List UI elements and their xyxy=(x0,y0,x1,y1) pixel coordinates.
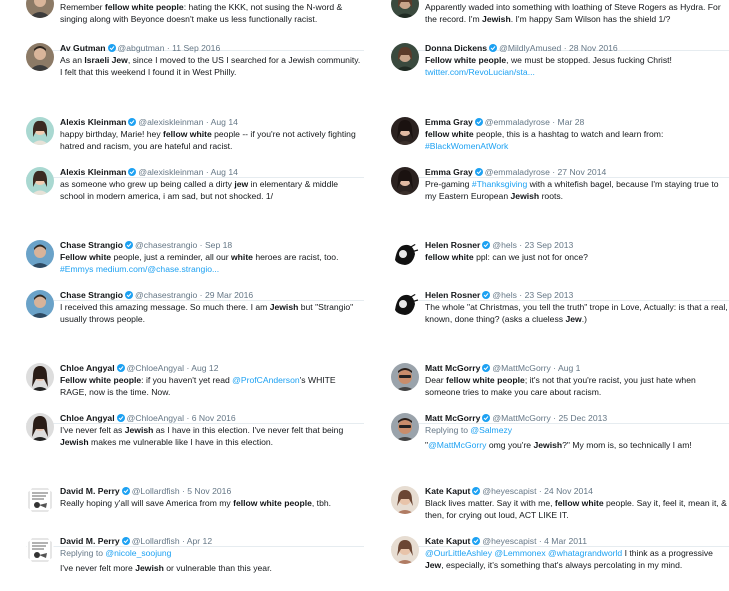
tweet-date[interactable]: 24 Nov 2014 xyxy=(544,486,593,496)
tweet-content xyxy=(60,363,364,398)
tweet-header xyxy=(60,363,364,374)
author-handle[interactable]: @MattMcGorry xyxy=(492,363,551,373)
text-segment: people. Say it, feel it, mean it, & then, for crying out loud, ACT LIKE IT. xyxy=(425,498,727,520)
text-segment: , we must be stopped. Jesus fucking Christ! xyxy=(506,55,672,65)
tweet-text xyxy=(425,179,729,202)
author-handle[interactable]: @alexiskleinman xyxy=(138,117,204,127)
tweet-text xyxy=(60,2,364,25)
author-handle[interactable]: @abgutman xyxy=(117,43,165,53)
tweet-header xyxy=(425,43,729,54)
text-segment: Pre-gaming xyxy=(425,179,472,189)
text-segment: ppl: can we just not for once? xyxy=(473,252,588,262)
replying-label: Replying to xyxy=(425,425,471,435)
verified-badge-icon xyxy=(122,537,130,545)
text-segment: Black lives matter. Say it with me, xyxy=(425,498,555,508)
highlight-term: Fellow white people xyxy=(425,55,507,65)
tweet-content xyxy=(60,43,364,78)
tweet-text xyxy=(425,440,729,452)
tweet-link[interactable]: #Thanksgiving xyxy=(471,179,528,189)
text-segment: people, this is a hashtag to watch and learn from: xyxy=(473,129,664,139)
tweet-content xyxy=(425,117,729,152)
author-name[interactable]: Kate Kaput xyxy=(425,486,471,496)
highlight-term: Jew xyxy=(565,313,582,324)
separator-dot: · xyxy=(552,117,556,127)
verified-badge-icon xyxy=(128,118,136,126)
tweet-date[interactable]: 4 Mar 2011 xyxy=(544,536,587,546)
author-handle[interactable]: @chasestrangio xyxy=(135,240,198,250)
tweet-content xyxy=(425,290,729,325)
tweet-text xyxy=(60,425,364,448)
text-segment: but "Strangio" usually throws people. xyxy=(60,302,354,324)
reply-target-link[interactable]: @nicole_soojung xyxy=(105,548,172,558)
avatar[interactable] xyxy=(26,413,54,441)
separator-dot: · xyxy=(553,413,557,423)
tweet-link[interactable]: #Emmys xyxy=(60,263,94,274)
tweet-date[interactable]: 23 Sep 2013 xyxy=(524,290,574,300)
highlight-term: fellow white people xyxy=(233,498,312,508)
tweet-link[interactable]: medium.com/@chase.strangio... xyxy=(95,263,220,274)
text-segment: ; it's not that you're racist, you just hate when someone tries to make you care about racism. xyxy=(425,375,696,397)
highlight-term: Jewish xyxy=(135,562,164,573)
author-name[interactable]: Chloe Angyal xyxy=(60,363,115,373)
tweet-text xyxy=(60,55,364,78)
tweet-content xyxy=(60,536,364,574)
text-segment: I think as a progressive xyxy=(622,548,713,558)
tweet-text xyxy=(60,252,364,275)
text-segment: Dear xyxy=(425,375,447,385)
verified-badge-icon xyxy=(117,364,125,372)
verified-badge-icon xyxy=(472,537,480,545)
author-name[interactable]: Emma Gray xyxy=(425,117,473,127)
text-segment: 's WHITE RAGE, now is the time. Now. xyxy=(60,375,336,397)
text-segment: I received this amazing message. So much there. I am xyxy=(60,302,270,312)
author-name[interactable]: Helen Rosner xyxy=(425,240,481,250)
avatar[interactable] xyxy=(391,486,419,514)
tweet-content xyxy=(60,167,364,202)
tweet-date[interactable]: Aug 1 xyxy=(557,363,581,373)
replying-to xyxy=(425,425,729,437)
author-name[interactable]: Alexis Kleinman xyxy=(60,117,127,127)
tweet[interactable] xyxy=(391,167,729,219)
author-handle[interactable]: @MattMcGorry xyxy=(492,413,551,423)
verified-badge-icon xyxy=(122,487,130,495)
author-name[interactable]: David M. Perry xyxy=(60,486,120,496)
text-segment: as someone who grew up being called a dirty xyxy=(60,179,235,189)
tweet-link[interactable]: twitter.com/RevoLucian/sta... xyxy=(425,66,535,77)
verified-badge-icon xyxy=(128,168,136,176)
verified-badge-icon xyxy=(472,487,480,495)
tweet-header xyxy=(60,167,364,178)
tweet-header xyxy=(425,536,729,547)
tweet-content xyxy=(60,486,364,510)
tweet-text xyxy=(425,548,729,571)
verified-badge-icon xyxy=(108,44,116,52)
tweet-content xyxy=(425,536,729,571)
reply-target-link[interactable]: @Salmezy xyxy=(470,425,513,435)
tweet-header xyxy=(425,413,729,424)
verified-badge-icon xyxy=(482,414,490,422)
tweet[interactable] xyxy=(391,536,729,588)
author-handle[interactable]: @chasestrangio xyxy=(135,290,198,300)
tweet[interactable] xyxy=(26,536,364,588)
tweet-date[interactable]: 5 Nov 2016 xyxy=(187,486,232,496)
author-handle[interactable]: @emmaladyrose xyxy=(484,117,550,127)
tweet-date[interactable]: Aug 14 xyxy=(210,117,238,127)
tweet[interactable] xyxy=(26,167,364,219)
tweet[interactable] xyxy=(391,43,729,95)
avatar[interactable] xyxy=(26,43,54,71)
tweet-content xyxy=(60,240,364,275)
tweet-date[interactable]: 23 Sep 2013 xyxy=(524,240,574,250)
highlight-term: white xyxy=(231,252,253,262)
tweet-header xyxy=(425,0,729,1)
avatar[interactable] xyxy=(391,117,419,145)
tweet-text xyxy=(425,252,729,264)
verified-badge-icon xyxy=(482,364,490,372)
avatar[interactable] xyxy=(26,290,54,318)
highlight-term: Jewish xyxy=(124,425,154,435)
tweet-content xyxy=(425,0,729,25)
text-segment: people, just a reminder, all our xyxy=(111,252,231,262)
text-segment: " xyxy=(425,439,429,450)
highlight-term: Israeli Jew xyxy=(84,55,128,65)
verified-badge-icon xyxy=(125,241,133,249)
text-segment: , especially, it's something that's always percolating in my mind. xyxy=(441,559,683,570)
text-segment: ?" My mom is, so technically I am! xyxy=(562,439,692,450)
avatar[interactable] xyxy=(26,486,54,514)
avatar[interactable] xyxy=(391,363,419,391)
separator-dot: · xyxy=(563,43,567,53)
tweet[interactable] xyxy=(391,290,729,342)
tweet-date[interactable]: Aug 12 xyxy=(191,363,219,373)
tweet-text xyxy=(60,129,364,152)
separator-dot: · xyxy=(182,486,185,496)
highlight-term: Jewish xyxy=(60,436,89,447)
author-handle[interactable]: @Lollardfish xyxy=(131,536,180,546)
tweet-link[interactable]: @ProfCAnderson xyxy=(232,375,300,385)
verified-badge-icon xyxy=(482,291,490,299)
author-handle[interactable]: @heyescapist xyxy=(482,486,537,496)
avatar[interactable] xyxy=(26,167,54,195)
text-segment: or vulnerable than this year. xyxy=(163,562,272,573)
avatar[interactable] xyxy=(391,290,419,318)
tweet-text xyxy=(60,375,364,398)
avatar[interactable] xyxy=(391,43,419,71)
tweet-text xyxy=(60,563,364,575)
separator-dot: · xyxy=(205,117,209,127)
tweet-content xyxy=(425,167,729,202)
text-segment: , tbh. xyxy=(311,498,332,508)
tweet-header xyxy=(60,0,364,1)
highlight-term: fellow white xyxy=(425,252,474,262)
tweet-date[interactable]: 29 Mar 2016 xyxy=(204,290,254,300)
tweet-date[interactable]: Sep 18 xyxy=(204,240,233,250)
tweet-text xyxy=(60,302,364,325)
replying-to xyxy=(60,548,364,560)
verified-badge-icon xyxy=(482,241,490,249)
author-name[interactable]: Matt McGorry xyxy=(425,363,481,373)
tweet-content xyxy=(425,486,729,521)
avatar[interactable] xyxy=(26,0,54,18)
tweet-date[interactable]: 28 Nov 2016 xyxy=(568,43,618,53)
author-handle[interactable]: @heyescapist xyxy=(482,536,537,546)
highlight-term: fellow white people xyxy=(104,2,184,12)
verified-badge-icon xyxy=(489,44,497,52)
highlight-term: Fellow white people xyxy=(60,375,142,385)
tweet-link[interactable]: @MattMcGorry xyxy=(428,439,487,450)
tweet[interactable] xyxy=(26,290,364,342)
avatar[interactable] xyxy=(391,536,419,564)
tweet-content xyxy=(60,0,364,25)
separator-dot: · xyxy=(552,167,556,177)
author-name[interactable]: Matt McGorry xyxy=(425,413,481,423)
separator-dot: · xyxy=(519,240,523,250)
author-name[interactable]: Emma Gray xyxy=(425,167,473,177)
author-name[interactable]: Chase Strangio xyxy=(60,240,124,250)
separator-dot: · xyxy=(519,290,523,300)
text-segment: .) xyxy=(581,313,587,324)
separator-dot: · xyxy=(205,167,209,177)
author-handle[interactable]: @MildlyAmused xyxy=(499,43,562,53)
author-handle[interactable]: @hels xyxy=(492,290,517,300)
tweet-header xyxy=(425,240,729,251)
text-segment: roots. xyxy=(539,190,564,201)
text-segment: I've never felt as xyxy=(60,425,125,435)
avatar[interactable] xyxy=(26,363,54,391)
text-segment: I've never felt more xyxy=(60,562,136,573)
author-name[interactable]: Donna Dickens xyxy=(425,43,488,53)
tweet-content xyxy=(425,413,729,451)
highlight-term: Jew xyxy=(425,559,442,570)
text-segment: in elementary & middle school in modern america, i am sad, but not shocked. 1/ xyxy=(60,179,339,201)
tweet-date[interactable]: 6 Nov 2016 xyxy=(191,413,236,423)
tweet-header xyxy=(425,363,729,374)
highlight-term: fellow white xyxy=(425,129,474,139)
tweet-text xyxy=(425,129,729,152)
tweet-date[interactable]: Mar 28 xyxy=(557,117,585,127)
tweet-date[interactable]: 25 Dec 2013 xyxy=(558,413,608,423)
text-segment: As an xyxy=(60,55,85,65)
author-handle[interactable]: @ChloeAngyal xyxy=(126,363,185,373)
tweet-content xyxy=(425,363,729,398)
tweet-header xyxy=(60,240,364,251)
text-segment: The whole "at Christmas, you tell the truth" trope in Love, Actually: is that a real, known, done thing? (asks a clueless xyxy=(425,302,728,324)
separator-dot: · xyxy=(166,43,170,53)
tweet-link[interactable]: @whatagrandworld xyxy=(548,548,623,558)
avatar[interactable] xyxy=(26,117,54,145)
highlight-term: fellow white xyxy=(163,129,212,139)
tweet-text xyxy=(425,498,729,521)
tweet-content xyxy=(60,413,364,448)
tweet[interactable] xyxy=(26,43,364,95)
tweet-content xyxy=(60,117,364,152)
highlight-term: Jewish xyxy=(510,190,540,201)
separator-dot: · xyxy=(199,290,203,300)
tweet-header xyxy=(60,486,364,497)
author-name[interactable]: David M. Perry xyxy=(60,536,120,546)
author-name[interactable]: Helen Rosner xyxy=(425,290,481,300)
highlight-term: Fellow white xyxy=(60,252,112,262)
text-segment: . I'm happy Sam Wilson has the shield 1/? xyxy=(510,13,671,24)
text-segment: Apparently waded into something with loathing of Steve Rogers as Hydra. For the record. I'm xyxy=(425,2,721,24)
verified-badge-icon xyxy=(117,414,125,422)
tweet-link[interactable]: #BlackWomenAtWork xyxy=(425,140,509,151)
text-segment: heroes are racist, too. xyxy=(252,252,339,262)
author-name[interactable]: Chloe Angyal xyxy=(60,413,115,423)
text-segment: : hating the KKK, not susing the N-word & singing along with Beyonce doesn't make us less functionally racist. xyxy=(60,2,343,24)
verified-badge-icon xyxy=(475,118,483,126)
author-handle[interactable]: @hels xyxy=(492,240,517,250)
text-segment: with a whitefish bagel, because I'm staying true to my Eastern European xyxy=(425,179,719,201)
separator-dot: · xyxy=(538,536,542,546)
tweet-text xyxy=(425,55,729,78)
tweet[interactable] xyxy=(391,413,729,465)
author-handle[interactable]: @alexiskleinman xyxy=(138,167,204,177)
tweet-text xyxy=(425,2,729,25)
highlight-term: fellow white people xyxy=(446,375,525,385)
verified-badge-icon xyxy=(475,168,483,176)
avatar[interactable] xyxy=(391,240,419,268)
tweet-link[interactable]: @Lemmonex xyxy=(494,548,546,558)
avatar[interactable] xyxy=(391,0,419,18)
highlight-term: Jewish xyxy=(482,13,511,24)
tweet-content xyxy=(425,240,729,264)
separator-dot: · xyxy=(538,486,542,496)
tweet-content xyxy=(425,43,729,78)
text-segment: happy birthday, Marie! hey xyxy=(60,129,164,139)
text-segment: Really hoping y'all will save America from my xyxy=(60,498,234,508)
author-name[interactable]: Alexis Kleinman xyxy=(60,167,127,177)
tweet-header xyxy=(425,486,729,497)
avatar[interactable] xyxy=(26,536,54,564)
highlight-term: fellow white xyxy=(554,498,604,508)
author-name[interactable]: Chase Strangio xyxy=(60,290,124,300)
separator-dot: · xyxy=(553,363,557,373)
tweet-text xyxy=(425,375,729,398)
author-name[interactable]: Kate Kaput xyxy=(425,536,471,546)
text-segment: omg you're xyxy=(486,439,534,450)
tweet-text xyxy=(60,498,364,510)
avatar[interactable] xyxy=(26,240,54,268)
tweet-header xyxy=(60,43,364,54)
tweet-header xyxy=(60,290,364,301)
text-segment: makes me vulnerable like I have in this election. xyxy=(88,436,274,447)
tweet-link[interactable]: @OurLittleAshley xyxy=(425,548,492,558)
highlight-term: Jewish xyxy=(533,439,563,450)
tweet-text xyxy=(425,302,729,325)
text-segment: Remember xyxy=(60,2,105,12)
tweet-header xyxy=(425,167,729,178)
separator-dot: · xyxy=(182,536,185,546)
separator-dot: · xyxy=(186,413,190,423)
separator-dot: · xyxy=(199,240,203,250)
author-handle[interactable]: @ChloeAngyal xyxy=(126,413,185,423)
tweet-header xyxy=(425,290,729,301)
author-handle[interactable]: @emmaladyrose xyxy=(484,167,550,177)
highlight-term: Jewish xyxy=(269,302,299,312)
author-handle[interactable]: @Lollardfish xyxy=(131,486,180,496)
tweet-header xyxy=(60,413,364,424)
text-segment: as I have in this election. I've never felt that being xyxy=(153,425,344,435)
tweet-text xyxy=(60,179,364,202)
tweet-date[interactable]: Aug 14 xyxy=(210,167,238,177)
tweet-header xyxy=(60,117,364,128)
avatar[interactable] xyxy=(391,167,419,195)
tweet[interactable] xyxy=(26,413,364,465)
text-segment: , since I moved to the US I searched for a Jewish community. I felt that this weekend I found it in West Philly. xyxy=(60,55,361,77)
tweet-header xyxy=(60,536,364,547)
text-segment: : if you haven't yet read xyxy=(141,375,233,385)
tweet-date[interactable]: 27 Nov 2014 xyxy=(557,167,607,177)
avatar[interactable] xyxy=(391,413,419,441)
tweet-date[interactable]: Apr 12 xyxy=(186,536,213,546)
text-segment: people -- if you're not actively fighting hatred and racism, you are hateful and racist. xyxy=(60,129,356,151)
highlight-term: jew xyxy=(234,179,249,189)
tweet-header xyxy=(425,117,729,128)
tweet-date[interactable]: 11 Sep 2016 xyxy=(172,43,221,53)
verified-badge-icon xyxy=(125,291,133,299)
replying-label: Replying to xyxy=(60,548,106,558)
tweet-content xyxy=(60,290,364,325)
separator-dot: · xyxy=(186,363,190,373)
author-name[interactable]: Av Gutman xyxy=(60,43,106,53)
